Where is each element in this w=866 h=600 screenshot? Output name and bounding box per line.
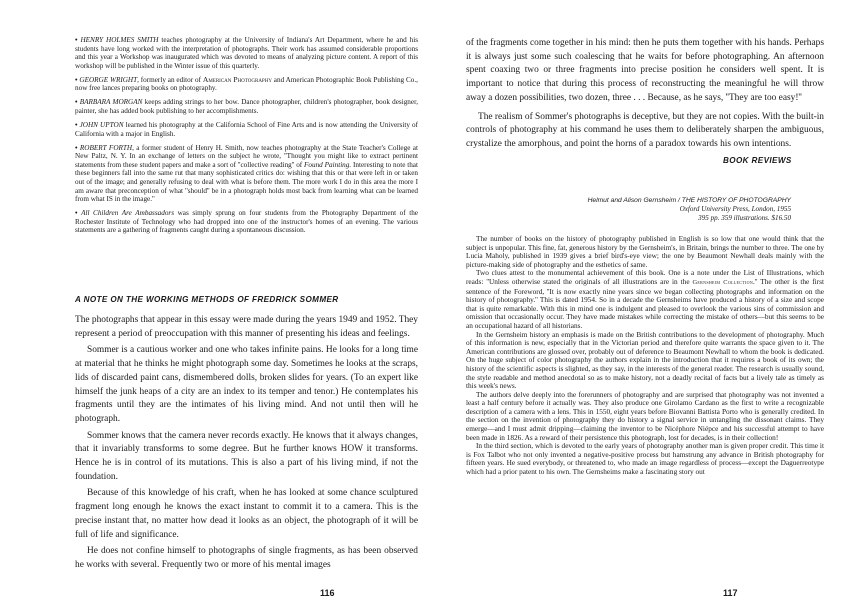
note-john-upton: • JOHN UPTON learned his photography at the California School of Fine Arts and is now attending the University of California with a major in English. bbox=[75, 121, 418, 138]
book-citation: Helmut and Alison Gernsheim / THE HISTORY OF PHOTOGRAPHY Oxford University Press, London, 1955 395 pp. 359 illustrations. $16.50 bbox=[587, 197, 791, 223]
note-george-wright: • GEORGE WRIGHT, formerly an editor of American Photography and American Photographic Book Publishing Co., now free lances preparing books on photography. bbox=[75, 74, 418, 93]
essay-paragraph: Because of this knowledge of his craft, when he has looked at some chance sculptured fragment long enough he knows the exact instant to commit it to a camera. This is the precise instant that, no matter how dead it looks as an object, the photograph of it will be full of life and significance. bbox=[75, 488, 418, 540]
note-robert-forth: • ROBERT FORTH, a former student of Henry H. Smith, now teaches photography at the State Teacher's College at New Paltz, N. Y. In an exchange of letters on the subject he wrote, ''Thought you might like to extract pertinent statements from these student papers and make a sort of ''collective reading'' of Found Painting. Interesting to note that these beginners fall into the same rut that many sophisticated critics do: wishing that this or that were left in or taken out of the image; and generally refusing to deal with what is before them. The more work I do in this area the more I am aware that preconception of what ''should'' be in a photograph holds most back from learning what can be learned from what IS in the image.'' bbox=[75, 143, 418, 204]
note-barbara-morgan: • BARBARA MORGAN keeps adding strings to her bow. Dance photographer, children's photographer, book designer, painter, she has added book publishing to her accomplishments. bbox=[75, 98, 418, 116]
note-all-children: • All Children Are Ambassadors was simply sprung on four students from the Photography Department of the Rochester Institute of Technology who had dropped into one of the instructor's homes of an evening. The various statements are a gathering of fragments caught during a spontaneous discussion. bbox=[75, 209, 418, 235]
essay-paragraph: Sommer is a cautious worker and one who takes infinite pains. He looks for a long time at material that he thinks he might photograph some day. Sometimes he looks at the scraps, lids of discarded paint cans, dismembered dolls, broken slides for years. (To an expert like himself the junk heaps of a city are an index to its temper and tenor.) He contemplates his fragments until they are the intimates of his living mind. And not until then will he photograph. bbox=[75, 345, 418, 424]
review-body bbox=[466, 235, 824, 477]
essay-paragraph: The realism of Sommer's photographs is deceptive, but they are not copies. With the built-in controls of photography at his command he uses them to deliberately sharpen the ambiguous, crystalize the amorphous, and point the horns of a paradox towards his own intentions. bbox=[466, 111, 824, 149]
essay-body bbox=[75, 314, 418, 576]
review-paragraph: In the third section, which is devoted to the early years of photography another man is given proper credit. This time it is Fox Talbot who not only invented a negative-positive process but hamstrung any advance in British photography for fifteen years. He sued everybody, or threatened to, who made an image regardless of process—except the Daguerreotype which had a prior patent to his own. The Gernsheims make a fascinating story out bbox=[466, 441, 824, 477]
page-number-left: 116 bbox=[320, 588, 335, 598]
review-paragraph: In the Gernsheim history an emphasis is made on the British contributions to the development of photography. Much of this information is new, especially that in the Victorian period and therefore quite warrants the space given to it. The American contributions are glossed over, probably out of deference to Beaumont Newhall to whom the book is dedicated. On the huge subject of color photography the authors explain in the introduction that it requires a book of its own; the history of the scientific aspects is slighted, as they say, in the interests of the general reader. The research is usually sound, the style readable and method anecdotal so as to make history, not a deadly recital of facts but a lively tale as timely as this week's news. bbox=[466, 329, 824, 391]
book-title: THE HISTORY OF PHOTOGRAPHY bbox=[681, 197, 791, 204]
page-number-right: 117 bbox=[723, 588, 738, 598]
essay-paragraph: He does not confine himself to photographs of single fragments, as has been observed he works with several. Frequently two or more of his mental images bbox=[75, 546, 418, 570]
book-details: 395 pp. 359 illustrations. $16.50 bbox=[698, 214, 791, 223]
book-reviews-heading: BOOK REVIEWS bbox=[723, 156, 792, 165]
right-page bbox=[433, 0, 866, 600]
essay-paragraph: of the fragments come together in his mind: then he puts them together with his hands. Perhaps it is always just some such coalescing that he waits for before photographing. An afternoon spent coaxing two or three fragments into precise position he considers well spent. It is important to notice that during this process of reconstructing the meaningful he will throw away a dozen possibilities, two dozen, three . . . Because, as he says, ''They are too easy!'' bbox=[466, 38, 824, 103]
book-publisher: Oxford University Press, London, 1955 bbox=[679, 205, 791, 214]
note-henry-holmes-smith: • HENRY HOLMES SMITH teaches photography at the University of Indiana's Art Department, where he and his students have long worked with the interpretation of photographs. Their work has assumed considerable proportions and this year a Workshop was inaugurated which was devoted to means of analyzing picture content. A report of this workshop will be published in the Winter issue of this quarterly. bbox=[75, 36, 418, 70]
review-paragraph: The number of books on the history of photography published in English is so low that one would think that the subject is unpopular. This fine, fat, generous history by the Gernsheim's, in Britain, brings the number to three. The one by Lucia Maholy, published in 1939 gives a brief bird's-eye view; the one by Beaumont Newhall deals mainly with the picture-making side of photography and the esthetics of same. bbox=[466, 234, 824, 269]
essay-continuation bbox=[466, 37, 824, 155]
contributor-notes bbox=[75, 36, 418, 241]
review-paragraph: The authors delve deeply into the forerunners of photography and are surprised that photography was not invented a least a half century before it actually was. They also produce one Girolamo Cardano as the first to write a recognizable description of a camera with a lens. This in 1550, eight years before Biovanni Battista Porto who is generally credited. In the section on the invention of photography they do history a signal service in untangling the dissonant claims. They emerge—and I must admit dripping—claiming the inventor to be Nicéphore Niépce and his successful attempt to have been made in 1826. As a reward of their persistence this photograph, lost for decades, is in their collection! bbox=[466, 389, 824, 442]
essay-paragraph: Sommer knows that the camera never records exactly. He knows that it always changes, that it invariably transforms to some degree. But he further knows HOW it transforms. Hence he is in control of its mutations. This is also a part of his living mind, if not the foundation. bbox=[75, 430, 418, 482]
essay-paragraph: The photographs that appear in this essay were made during the years 1949 and 1952. They represent a period of preoccupation with this manner of presenting his ideas and feelings. bbox=[75, 315, 418, 339]
review-paragraph: Two clues attest to the monumental achievement of this book. One is a note under the List of Illustrations, which reads: ''Unless otherwise stated the originals of all illustrations are in the Gernsheim Collection.'' The other is the first sentence of the Foreword, ''It is now exactly nine years since we began collecting photographs and information on the history of photography.'' This is dated 1954. So in a decade the Gernsheims have produced a history of a size and scope that is quite remarkable. With this in mind one is indulgent and pleased to overlook the various sins of commission and omission that occasionally occur. They have made mistakes while correcting the mistake of others—but this seems to be an occupational hazard of all historians. bbox=[466, 268, 824, 330]
book-authors: Helmut and Alison Gernsheim bbox=[587, 197, 677, 204]
essay-heading: A NOTE ON THE WORKING METHODS OF FREDRICK SOMMER bbox=[75, 295, 339, 304]
